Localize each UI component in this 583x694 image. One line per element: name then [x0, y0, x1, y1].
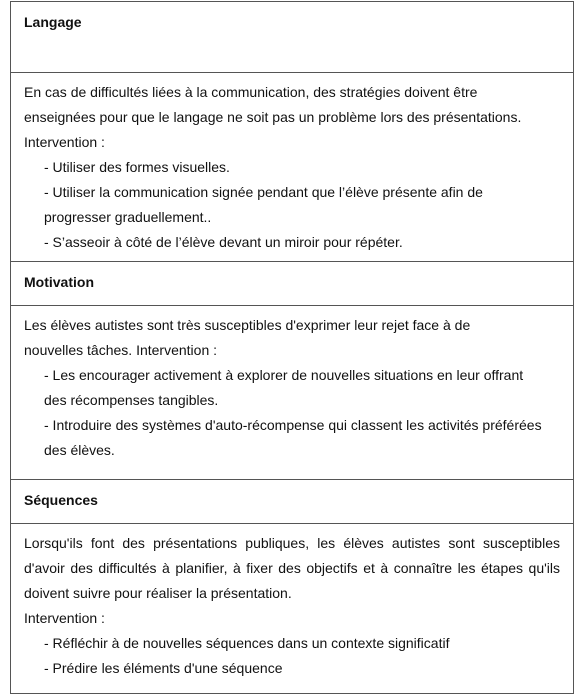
- body-line: nouvelles tâches. Intervention :: [24, 342, 218, 358]
- body-line: Intervention :: [24, 610, 105, 626]
- section-body-row: [11, 73, 574, 262]
- section-body-sequences: [11, 524, 574, 694]
- section-body-row: [11, 306, 574, 480]
- body-line: enseignées pour que le langage ne soit pas un problème lors des présentations.: [24, 109, 522, 125]
- body-line: d'avoir des difficultés à planifier, à fixer des objectifs et à connaître les étapes qu'ils: [24, 560, 560, 576]
- section-title-langage: Langage: [11, 2, 574, 73]
- bullet-continuation-line: des récompenses tangibles.: [44, 392, 219, 408]
- section-body-row: [11, 524, 574, 694]
- bullet-line: - Réfléchir à de nouvelles séquences dans un contexte significatif: [44, 635, 450, 651]
- body-line: Intervention :: [24, 134, 105, 150]
- section-title-motivation: Motivation: [11, 262, 574, 306]
- body-line: doivent suivre pour réaliser la présentation.: [24, 585, 292, 601]
- bullet-line: - Prédire les éléments d'une séquence: [44, 660, 283, 676]
- bullet-line: - S’asseoir à côté de l’élève devant un miroir pour répéter.: [44, 234, 403, 250]
- section-header-row: [11, 2, 574, 73]
- section-header-row: [11, 262, 574, 306]
- body-line: En cas de difficultés liées à la communication, des stratégies doivent être: [24, 84, 478, 100]
- bullet-line: - Introduire des systèmes d'auto-récompense qui classent les activités préférées: [44, 417, 542, 433]
- bullet-line: - Les encourager activement à explorer de nouvelles situations en leur offrant: [44, 367, 524, 383]
- body-line: Les élèves autistes sont très susceptibles d'exprimer leur rejet face à de: [24, 317, 471, 333]
- section-header-row: [11, 480, 574, 524]
- bullet-continuation-line: des élèves.: [44, 442, 115, 458]
- section-body-langage: [11, 73, 574, 262]
- section-body-motivation: [11, 306, 574, 480]
- body-line: Lorsqu'ils font des présentations publiques, les élèves autistes sont susceptibles: [24, 535, 560, 551]
- bullet-line: - Utiliser la communication signée pendant que l’élève présente afin de: [44, 184, 483, 200]
- bullet-continuation-line: progresser graduellement..: [44, 209, 212, 225]
- content-table: [10, 1, 574, 694]
- bullet-line: - Utiliser des formes visuelles.: [44, 159, 230, 175]
- section-title-sequences: Séquences: [11, 480, 574, 524]
